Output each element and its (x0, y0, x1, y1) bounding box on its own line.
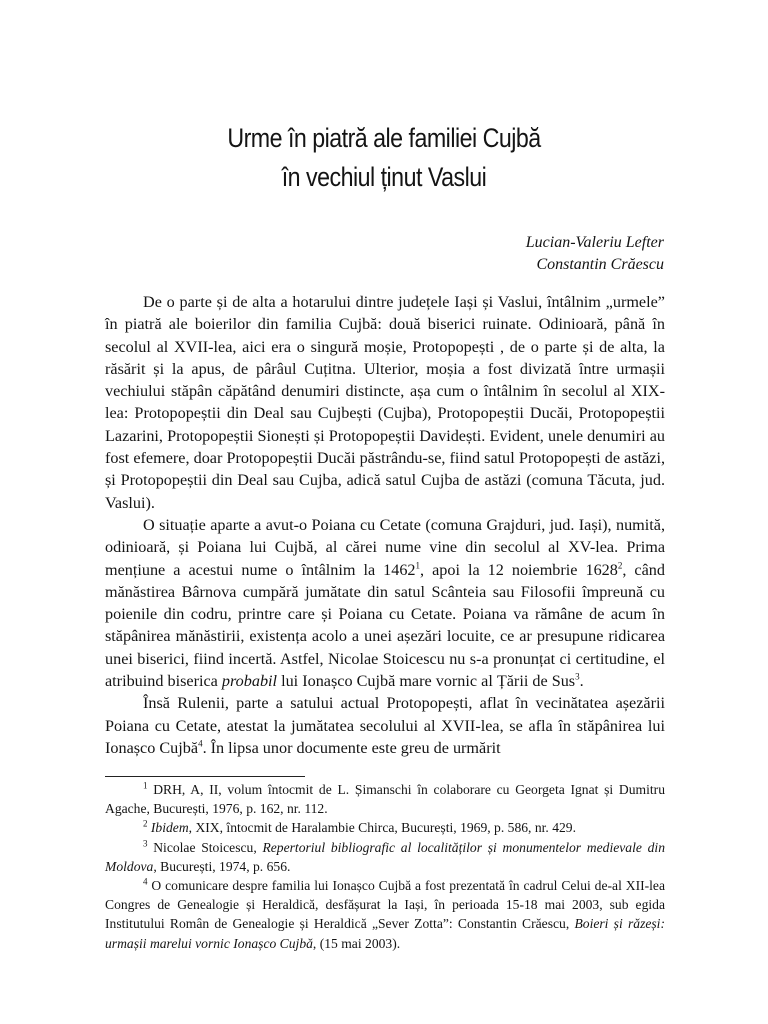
body-paragraph: De o parte și de alta a hotarului dintre județele Iași și Vaslui, întâlnim „urmele” în piatră ale boierilor din familia Cujbă: două biserici ruinate. Odinioară, până în secolul al XVII-lea, aici era o singură moșie, Protopopești , de o parte și de alta, la răsărit și la apus, de pârâul Cuțitna. Ulterior, moșia a fost divizată între urmașii vechiului stăpân căpătând denumiri distincte, așa cum o întâlnim în secolul al XIX-lea: Protopopeștii din Deal sau Cujbești (Cujba), Protopopeștii Ducăi, Protopopeștii Lazarini, Protopopeștii Sionești și Protopopeștii Davidești. Evident, unele denumiri au fost efemere, doar Protopopeștii Ducăi păstrându-se, fiind satul Protopopești de astăzi, și Protopopeștii din Deal sau Cujba, adică satul Cujba de astăzi (comuna Tăcuta, jud. Vaslui). (105, 293, 665, 512)
author-name: Constantin Crăescu (536, 256, 664, 273)
footnote-text: Nicolae Stoicescu, (147, 839, 263, 855)
footnote (105, 876, 665, 953)
footnote-marker[interactable]: 3 (575, 671, 580, 682)
footnote-number: 2 (143, 818, 148, 829)
footnote-marker[interactable]: 4 (198, 738, 203, 749)
author-name: Lucian-Valeriu Lefter (525, 234, 664, 251)
article-title-line-2: în vechiul ținut Vaslui (281, 162, 487, 192)
footnote-marker[interactable]: 1 (415, 560, 421, 571)
body-paragraph (105, 692, 665, 759)
paragraph-text: . (579, 672, 584, 691)
footnote-emphasis: Repertoriul bibliografic al localităților și monumentelor medievale din Moldova (105, 839, 665, 874)
emphasis-text: probabil (221, 672, 278, 691)
body-paragraph (105, 514, 665, 692)
article-title-line-1: Urme în piatră ale familiei Cujbă (227, 123, 541, 153)
footnote (105, 818, 665, 837)
footnote-text: O comunicare despre familia lui Ionașco Cujbă a fost prezentată în cadrul Celui de-al XII-lea Congres de Genealogie și Heraldică, desfășurat la Iași, în perioada 15-18 mai 2003, sub egida Institutului Român de Genealogie și Heraldică „Sever Zotta”: Constantin Crăescu, (105, 878, 665, 932)
paragraph-text: , când mănăstirea Bârnova cumpără jumătate din satul Scânteia sau Filosofii împreună cu poienile din codru, printre care și Poiana cu Cetate. Poiana va rămâne de acum în stăpânirea mănăstirii, existența acolo a unei așezări locuite, ce ar presupune ridicarea unei biserici, fiind incertă. Astfel, Nicolae Stoicescu nu s-a pronunțat ci certitudine, el atribuind biserica (105, 560, 665, 691)
article-body (105, 291, 665, 759)
footnotes (105, 780, 665, 953)
footnote-text: , București, 1974, p. 656. (153, 858, 291, 874)
footnote-text: , (15 mai 2003). (312, 935, 401, 951)
footnote-text: DRH, A, II, volum întocmit de L. Șimanschi în colaborare cu Georgeta Ignat și Dumitru Agache, București, 1976, p. 162, nr. 112. (105, 782, 665, 817)
footnote-separator (105, 776, 305, 777)
footnote-number: 4 (143, 876, 148, 887)
paragraph-text: Însă Rulenii, parte a satului actual Protopopești, aflat în vecinătatea așezării Poiana cu Cetate, atestat la jumătatea secolului al XVII-lea, se afla în stăpânirea lui Ionașco Cujbă (105, 694, 665, 757)
paragraph-text: O situație aparte a avut-o Poiana cu Cetate (comuna Grajduri, jud. Iași), numită, odinioară, și Poiana lui Cujbă, al cărei nume vine din secolul al XV-lea. Prima mențiune a acestui nume o întâlnim la 1462 (105, 515, 665, 579)
paragraph-text: lui Ionașco Cujbă mare vornic al Țării de Sus (277, 672, 576, 691)
footnote-emphasis: Ibidem (147, 820, 189, 836)
footnote-marker[interactable]: 2 (617, 560, 623, 571)
footnote-text: , XIX, întocmit de Haralambie Chirca, București, 1969, p. 586, nr. 429. (188, 820, 576, 836)
footnote-number: 3 (143, 838, 148, 849)
paragraph-text: . În lipsa unor documente este greu de urmărit (202, 738, 501, 757)
footnote (105, 780, 665, 818)
paragraph-text: , apoi la 12 noiembrie 1628 (420, 560, 618, 579)
footnote-emphasis: Boieri și răzeși: urmașii marelui vornic Ionașco Cujbă (105, 916, 665, 951)
footnote-number: 1 (143, 780, 148, 791)
footnote (105, 838, 665, 876)
